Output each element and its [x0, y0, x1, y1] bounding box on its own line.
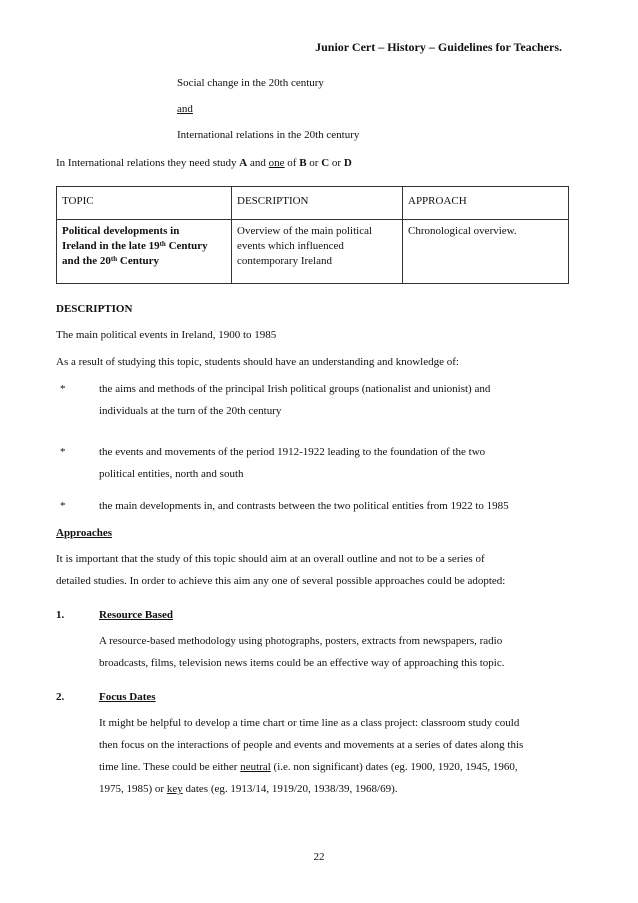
topic-line-3-pre: and the 20: [62, 255, 111, 267]
item-1-title: Resource Based: [99, 609, 174, 621]
approaches-p1-line-2: detailed studies. In order to achieve this aim any one of several possible approaches could be adopted:: [56, 575, 506, 587]
item-2-line-1: It might be helpful to develop a time chart or time line as a class project: classroom study could: [99, 717, 520, 729]
neutral-word: neutral: [240, 761, 271, 773]
topic-table: [56, 186, 569, 284]
bullet-1-line-2: individuals at the turn of the 20th century: [99, 405, 282, 417]
topic-line-2-pre: Ireland in the late 19: [62, 240, 160, 252]
study-a: A: [239, 157, 248, 169]
cell-topic: [57, 220, 232, 284]
bullet-2-line-2: political entities, north and south: [99, 468, 244, 480]
study-mid4: or: [329, 157, 344, 169]
header-description: DESCRIPTION: [232, 187, 403, 220]
intro-line-international: International relations in the 20th century: [177, 129, 360, 141]
topic-line-2: [62, 239, 226, 254]
study-mid1: and: [247, 157, 269, 169]
item-2-title: Focus Dates: [99, 691, 156, 703]
topic-sup-th-2: th: [110, 255, 118, 263]
item-2-line-4: [99, 783, 398, 795]
topic-line-3-post: Century: [117, 255, 159, 267]
table-header-row: [57, 187, 569, 220]
table-row: [57, 220, 569, 284]
study-d: D: [343, 157, 352, 169]
item-1-line-2: broadcasts, films, television news items could be an effective way of approaching this topic.: [99, 657, 505, 669]
intro-and: and: [177, 103, 193, 115]
item-2-number: 2.: [56, 691, 65, 703]
bullet-1-line-1: the aims and methods of the principal Irish political groups (nationalist and unionist) and: [99, 383, 491, 395]
cell-approach: Chronological overview.: [403, 220, 569, 284]
study-c: C: [321, 157, 330, 169]
study-requirement: [56, 157, 352, 169]
topic-line-2-post: Century: [165, 240, 208, 252]
item-2-line-4-pre: 1975, 1985) or: [99, 783, 167, 795]
description-heading: DESCRIPTION: [56, 303, 133, 315]
header-topic: TOPIC: [57, 187, 232, 220]
bullet-1-marker: *: [60, 383, 66, 395]
study-mid2: of: [284, 157, 300, 169]
page-number: 22: [313, 851, 325, 863]
topic-sup-th: th: [159, 240, 166, 248]
intro-line-social-change: Social change in the 20th century: [177, 77, 324, 89]
item-2-line-2: then focus on the interactions of people and events and movements at a series of dates along this: [99, 739, 524, 751]
item-2-line-3-pre: time line. These could be either: [99, 761, 241, 773]
bullet-3-line-1: the main developments in, and contrasts between the two political entities from 1922 to 1985: [99, 500, 509, 512]
study-text-pre: In International relations they need study: [56, 157, 240, 169]
topic-line-3: [62, 254, 226, 269]
description-p2: As a result of studying this topic, students should have an understanding and knowledge of:: [56, 356, 459, 368]
cell-description: Overview of the main political events which influenced contemporary Ireland: [232, 220, 403, 284]
header-approach: APPROACH: [403, 187, 569, 220]
approaches-p1-line-1: It is important that the study of this topic should aim at an overall outline and not to be a series of: [56, 553, 485, 565]
topic-line-1: Political developments in: [62, 225, 180, 237]
study-b: B: [299, 157, 307, 169]
bullet-2-line-1: the events and movements of the period 1912-1922 leading to the foundation of the two: [99, 446, 486, 458]
running-header: Junior Cert – History – Guidelines for Teachers.: [315, 40, 562, 54]
study-one: one: [268, 157, 285, 169]
approaches-heading: Approaches: [56, 527, 113, 539]
item-2-line-3: [99, 761, 518, 773]
item-2-line-4-post: dates (eg. 1913/14, 1919/20, 1938/39, 1968/69).: [182, 783, 398, 795]
item-1-number: 1.: [56, 609, 65, 621]
key-word: key: [166, 783, 183, 795]
item-2-line-3-post: (i.e. non significant) dates (eg. 1900, 1920, 1945, 1960,: [270, 761, 518, 773]
bullet-3-marker: *: [60, 500, 66, 512]
description-p1: The main political events in Ireland, 1900 to 1985: [56, 329, 277, 341]
item-1-line-1: A resource-based methodology using photographs, posters, extracts from newspapers, radio: [99, 635, 503, 647]
study-mid3: or: [306, 157, 322, 169]
bullet-2-marker: *: [60, 446, 66, 458]
